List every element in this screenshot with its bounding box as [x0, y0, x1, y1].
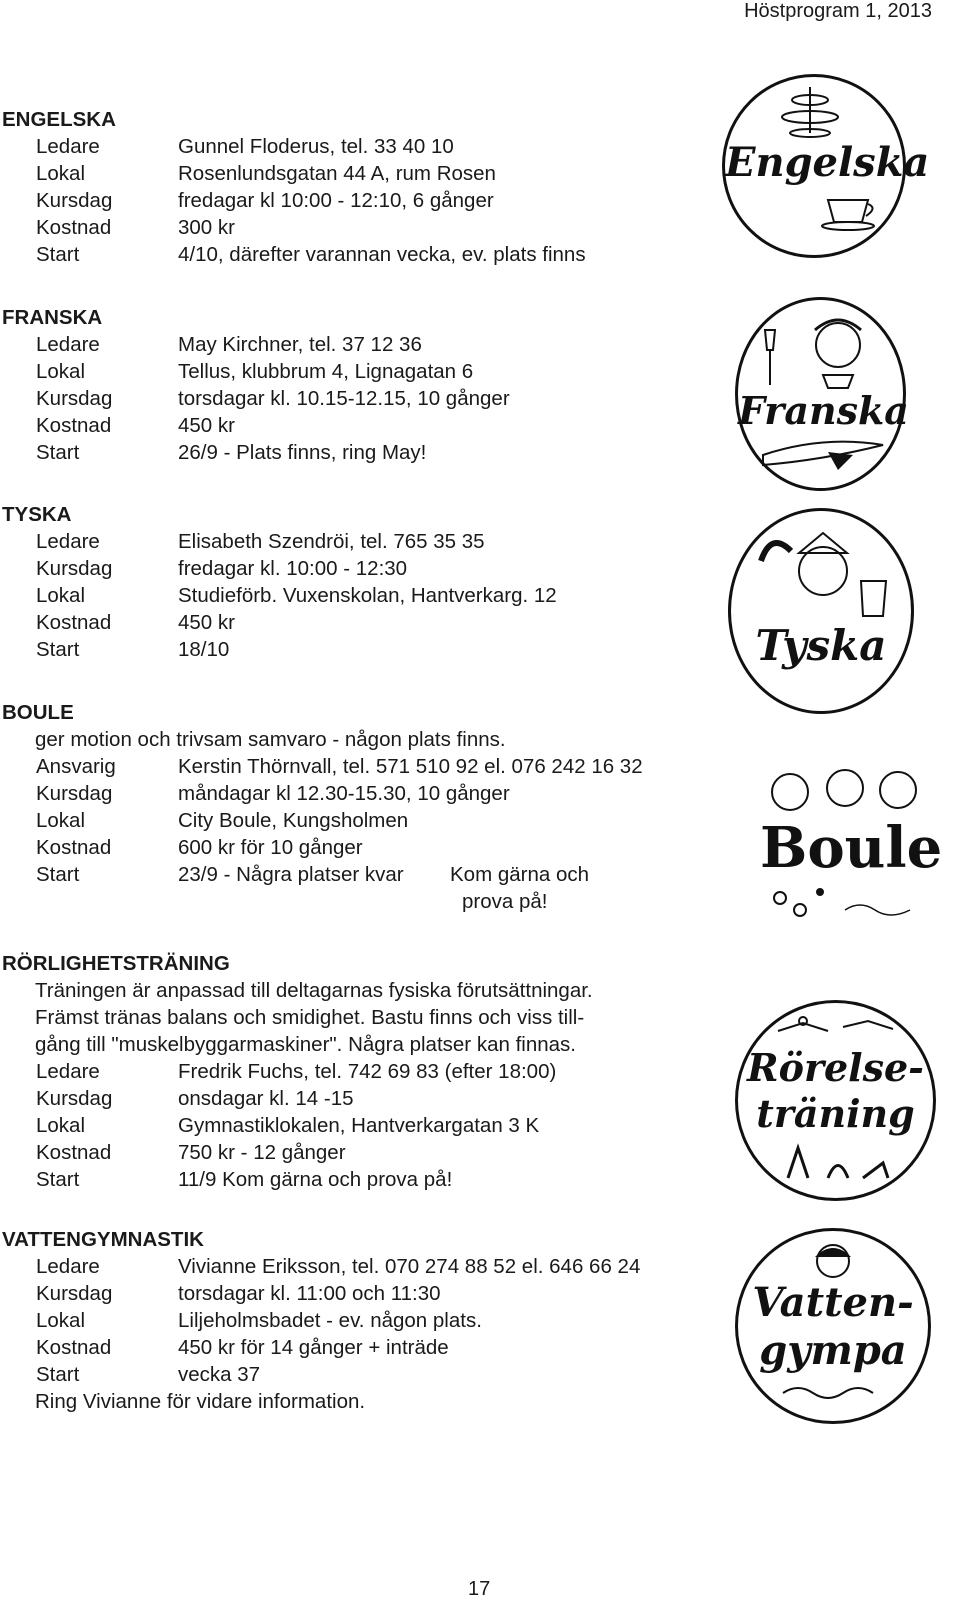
row-value: 11/9 Kom gärna och prova på!: [178, 1168, 453, 1191]
row-label: Start: [36, 1168, 80, 1191]
footer-note: Ring Vivianne för vidare information.: [35, 1390, 366, 1413]
gymnasts-icon: [773, 1013, 903, 1043]
tyska-logo: [728, 508, 914, 714]
boule-note: prova på!: [462, 890, 548, 913]
vatten-logo: [735, 1228, 931, 1424]
row-label: Ansvarig: [36, 755, 116, 778]
row-value: torsdagar kl. 10.15-12.15, 10 gånger: [178, 387, 510, 410]
row-value: torsdagar kl. 11:00 och 11:30: [178, 1282, 441, 1305]
row-value: 4/10, därefter varannan vecka, ev. plats finns: [178, 243, 586, 266]
row-label: Kostnad: [36, 414, 112, 437]
row-label: Ledare: [36, 1255, 100, 1278]
logo-text: Vatten-: [752, 1279, 914, 1326]
person-with-wine-icon: [753, 310, 893, 390]
row-label: Start: [36, 638, 80, 661]
section-heading: TYSKA: [2, 503, 72, 526]
wave-icon: [778, 1381, 888, 1406]
paragraph-line: gång till "muskelbyggarmaskiner". Några platser kan finnas.: [35, 1033, 576, 1056]
row-label: Lokal: [36, 809, 86, 832]
row-value: Gymnastiklokalen, Hantverkargatan 3 K: [178, 1114, 540, 1137]
row-value: Studieförb. Vuxenskolan, Hantverkarg. 12: [178, 584, 557, 607]
row-label: Kostnad: [36, 1141, 112, 1164]
paragraph-line: Främst tränas balans och smidighet. Bastu finns och viss till-: [35, 1006, 585, 1029]
row-label: Lokal: [36, 584, 86, 607]
section-heading: FRANSKA: [2, 306, 103, 329]
row-value: onsdagar kl. 14 -15: [178, 1087, 354, 1110]
logo-text: Rörelse-: [747, 1045, 924, 1090]
row-label: Kostnad: [36, 1336, 112, 1359]
row-label: Start: [36, 441, 80, 464]
teacup-icon: [820, 192, 880, 232]
logo-text: gympa: [759, 1327, 907, 1374]
row-label: Kursdag: [36, 387, 113, 410]
row-value: 600 kr för 10 gånger: [178, 836, 363, 859]
exercise-figures-icon: [778, 1143, 898, 1183]
row-label: Kostnad: [36, 216, 112, 239]
section-heading: BOULE: [2, 701, 74, 724]
page-header: Höstprogram 1, 2013: [744, 0, 932, 22]
row-value: 300 kr: [178, 216, 235, 239]
row-value: 26/9 - Plats finns, ring May!: [178, 441, 427, 464]
section-intro: ger motion och trivsam samvaro - någon plats finns.: [35, 728, 506, 751]
row-value: fredagar kl 10:00 - 12:10, 6 gånger: [178, 189, 494, 212]
row-label: Ledare: [36, 530, 100, 553]
row-label: Ledare: [36, 1060, 100, 1083]
section-heading: VATTENGYMNASTIK: [2, 1228, 204, 1251]
row-label: Ledare: [36, 135, 100, 158]
logo-text: Franska: [738, 388, 909, 433]
row-label: Ledare: [36, 333, 100, 356]
logo-text: Boule: [760, 815, 943, 881]
row-label: Kursdag: [36, 782, 113, 805]
section-heading: ENGELSKA: [2, 108, 116, 131]
row-value: 450 kr: [178, 414, 235, 437]
row-label: Kursdag: [36, 557, 113, 580]
row-label: Start: [36, 863, 80, 886]
swimmer-head-icon: [793, 1239, 873, 1279]
row-value: Liljeholmsbadet - ev. någon plats.: [178, 1309, 482, 1332]
row-value: Vivianne Eriksson, tel. 070 274 88 52 el. 646 66 24: [178, 1255, 641, 1278]
three-players-icon: [760, 760, 930, 820]
row-label: Kursdag: [36, 1282, 113, 1305]
row-label: Kostnad: [36, 836, 112, 859]
boule-balls-icon: [760, 880, 930, 930]
row-value: Fredrik Fuchs, tel. 742 69 83 (efter 18:00): [178, 1060, 557, 1083]
engelska-logo: [722, 74, 930, 258]
row-value: 23/9 - Några platser kvar: [178, 863, 404, 886]
row-value: City Boule, Kungsholmen: [178, 809, 409, 832]
row-value: Gunnel Floderus, tel. 33 40 10: [178, 135, 454, 158]
paragraph-line: Träningen är anpassad till deltagarnas fysiska förutsättningar.: [35, 979, 593, 1002]
row-value: May Kirchner, tel. 37 12 36: [178, 333, 422, 356]
boule-logo: [760, 760, 943, 935]
franska-logo: [735, 297, 909, 491]
row-label: Kursdag: [36, 1087, 113, 1110]
logo-text: Tyska: [755, 621, 887, 670]
row-value: Tellus, klubbrum 4, Lignagatan 6: [178, 360, 474, 383]
row-label: Lokal: [36, 360, 86, 383]
row-value: Kerstin Thörnvall, tel. 571 510 92 el. 076 242 16 32: [178, 755, 643, 778]
section-heading: RÖRLIGHETSTRÄNING: [2, 952, 230, 975]
person-with-sausage-icon: [751, 521, 891, 621]
boule-note: Kom gärna och: [450, 863, 590, 886]
rorelse-logo: [735, 1000, 936, 1201]
row-value: Elisabeth Szendröi, tel. 765 35 35: [178, 530, 485, 553]
row-value: 450 kr för 14 gånger + inträde: [178, 1336, 449, 1359]
row-value: 750 kr - 12 gånger: [178, 1141, 346, 1164]
row-value: fredagar kl. 10:00 - 12:30: [178, 557, 408, 580]
row-label: Start: [36, 1363, 80, 1386]
row-label: Lokal: [36, 1114, 86, 1137]
page-number: 17: [468, 1578, 491, 1600]
row-label: Lokal: [36, 162, 86, 185]
row-label: Kostnad: [36, 611, 112, 634]
row-value: 18/10: [178, 638, 230, 661]
logo-text: träning: [756, 1091, 915, 1136]
row-value: 450 kr: [178, 611, 235, 634]
cake-stand-icon: [765, 85, 855, 140]
row-label: Start: [36, 243, 80, 266]
row-value: måndagar kl 12.30-15.30, 10 gånger: [178, 782, 510, 805]
baguette-icon: [758, 430, 888, 475]
row-label: Lokal: [36, 1309, 86, 1332]
logo-text: Engelska: [725, 139, 930, 186]
row-label: Kursdag: [36, 189, 113, 212]
row-value: vecka 37: [178, 1363, 261, 1386]
row-value: Rosenlundsgatan 44 A, rum Rosen: [178, 162, 496, 185]
